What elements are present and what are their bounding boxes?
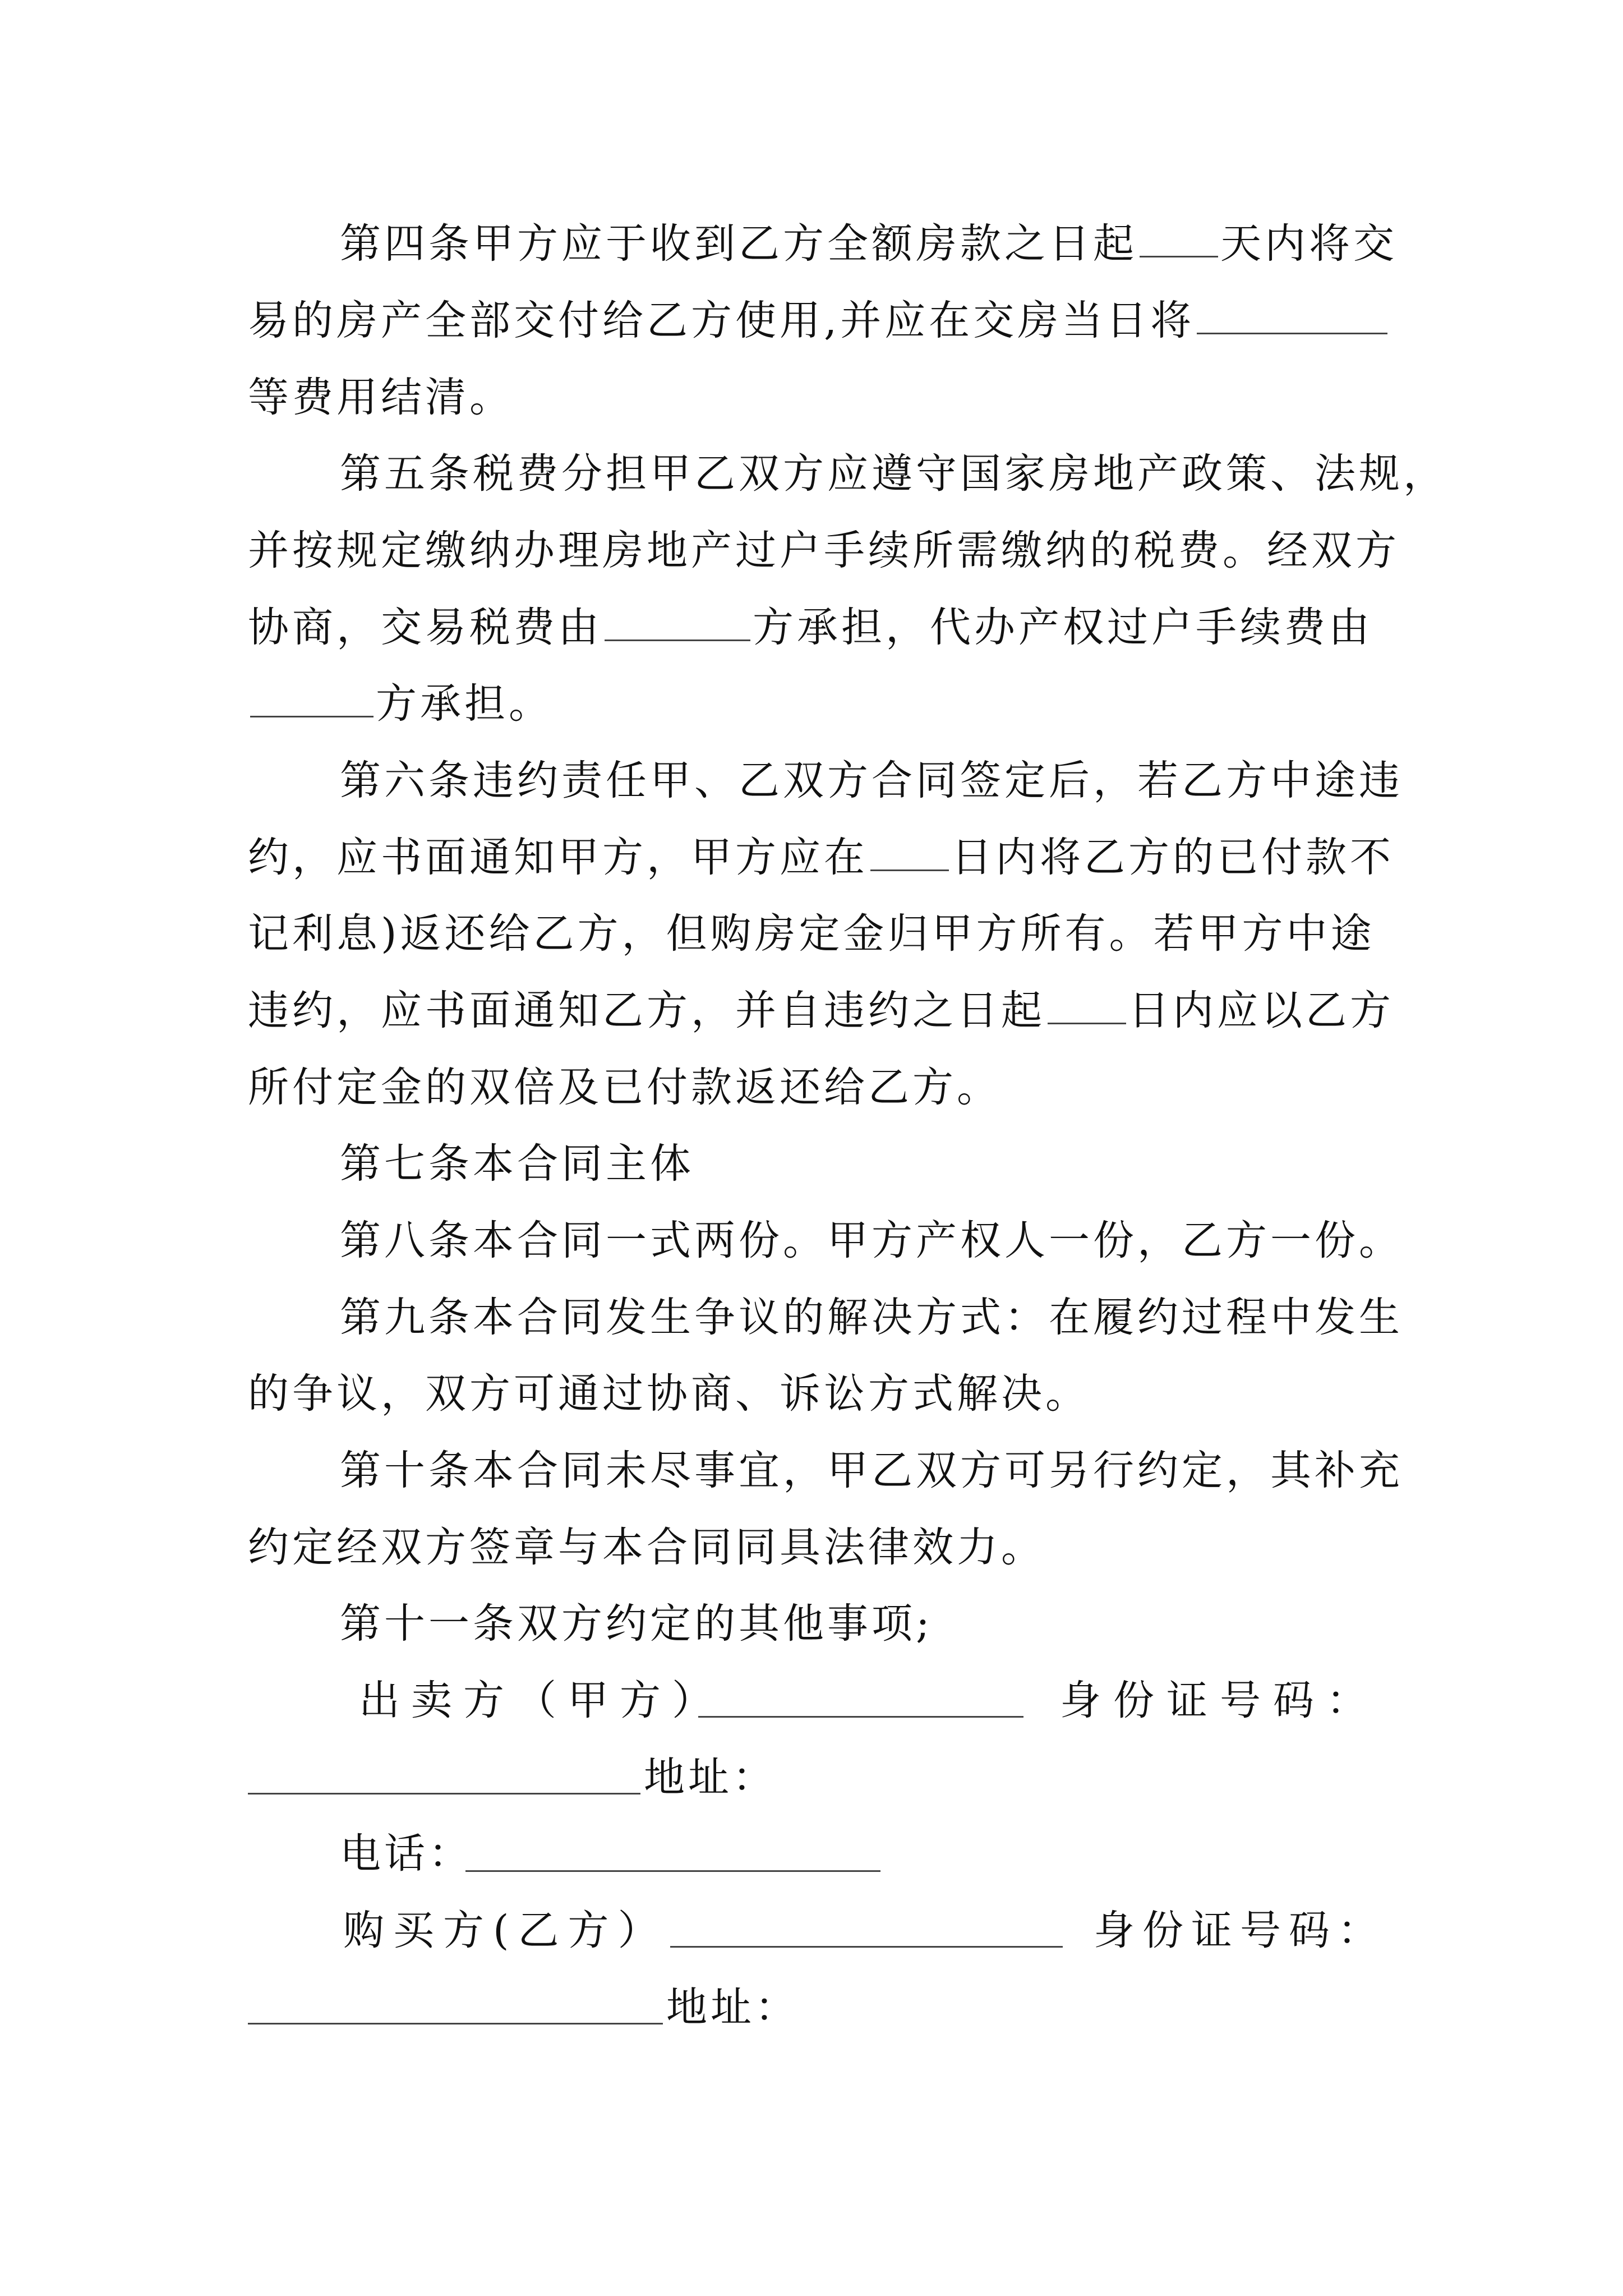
fees-blank [1197, 301, 1387, 334]
article6-line4-text-b: 日内应以乙方 [1128, 987, 1394, 1034]
article6-line4 [248, 987, 1394, 1034]
article6-line5: 所付定金的双倍及已付款返还给乙方。 [248, 1064, 1001, 1111]
seller-phone-blank [465, 1839, 880, 1872]
article6-line4-text-a: 违约，应书面通知乙方，并自违约之日起 [248, 987, 1045, 1034]
seller-id-blank [248, 1761, 640, 1795]
compensation-days-blank [1048, 991, 1126, 1024]
article4-line1-text-b: 天内将交 [1220, 220, 1398, 268]
article9-line1: 第九条本合同发生争议的解决方式：在履约过程中发生 [340, 1294, 1403, 1341]
article4-line2-text-a: 易的房产全部交付给乙方使用,并应在交房当日将 [248, 297, 1195, 344]
article5-line3-text-a: 协商，交易税费由 [248, 604, 602, 651]
article10-line1: 第十条本合同未尽事宜，甲乙双方可另行约定，其补充 [340, 1447, 1403, 1494]
transfer-fee-payer-blank [250, 684, 374, 717]
article7: 第七条本合同主体 [340, 1140, 694, 1188]
buyer-id-label: 身份证号码： [1094, 1907, 1386, 1954]
article6-line2-text-b: 日内将乙方的已付款不 [951, 834, 1394, 881]
article11: 第十一条双方约定的其他事项; [340, 1600, 933, 1648]
article6-line2 [248, 834, 1394, 881]
article5-line2: 并按规定缴纳办理房地产过户手续所需缴纳的税费。经双方 [248, 527, 1400, 574]
buyer-id-blank [248, 1991, 663, 2024]
seller-name-blank [698, 1685, 1023, 1718]
article4-line1 [340, 220, 1398, 268]
days-blank [1140, 224, 1218, 257]
article5-line3 [248, 604, 1373, 651]
article5-line4 [248, 680, 553, 728]
seller-label: 出卖方（甲方） [359, 1677, 724, 1724]
article4-line2 [248, 297, 1390, 344]
article5-line3-text-b: 方承担，代办产权过户手续费由 [753, 604, 1373, 651]
article4-line3: 等费用结清。 [248, 374, 514, 421]
tax-payer-blank [605, 608, 750, 641]
article5-line1: 第五条税费分担甲乙双方应遵守国家房地产政策、法规， [340, 450, 1447, 498]
seller-address-label: 地址： [644, 1754, 777, 1801]
article8: 第八条本合同一式两份。甲方产权人一份，乙方一份。 [340, 1217, 1403, 1264]
article9-line2: 的争议，双方可通过协商、诉讼方式解决。 [248, 1370, 1090, 1418]
article10-line2: 约定经双方签章与本合同同具法律效力。 [248, 1524, 1045, 1571]
buyer-label: 购买方(乙方） [343, 1907, 668, 1954]
buyer-name-blank [670, 1915, 1063, 1948]
article6-line3: 记利息)返还给乙方，但购房定金归甲方所有。若甲方中途 [248, 910, 1375, 958]
seller-id-label: 身份证号码： [1060, 1677, 1380, 1724]
article5-line4-text-b: 方承担。 [376, 680, 553, 728]
article6-line2-text-a: 约，应书面通知甲方，甲方应在 [248, 834, 868, 881]
buyer-address-label: 地址： [666, 1984, 799, 2031]
seller-phone-label: 电话： [340, 1830, 473, 1878]
article6-line1: 第六条违约责任甲、乙双方合同签定后，若乙方中途违 [340, 757, 1403, 804]
article4-line1-text-a: 第四条甲方应于收到乙方全额房款之日起 [340, 220, 1137, 268]
refund-days-blank [870, 838, 949, 871]
